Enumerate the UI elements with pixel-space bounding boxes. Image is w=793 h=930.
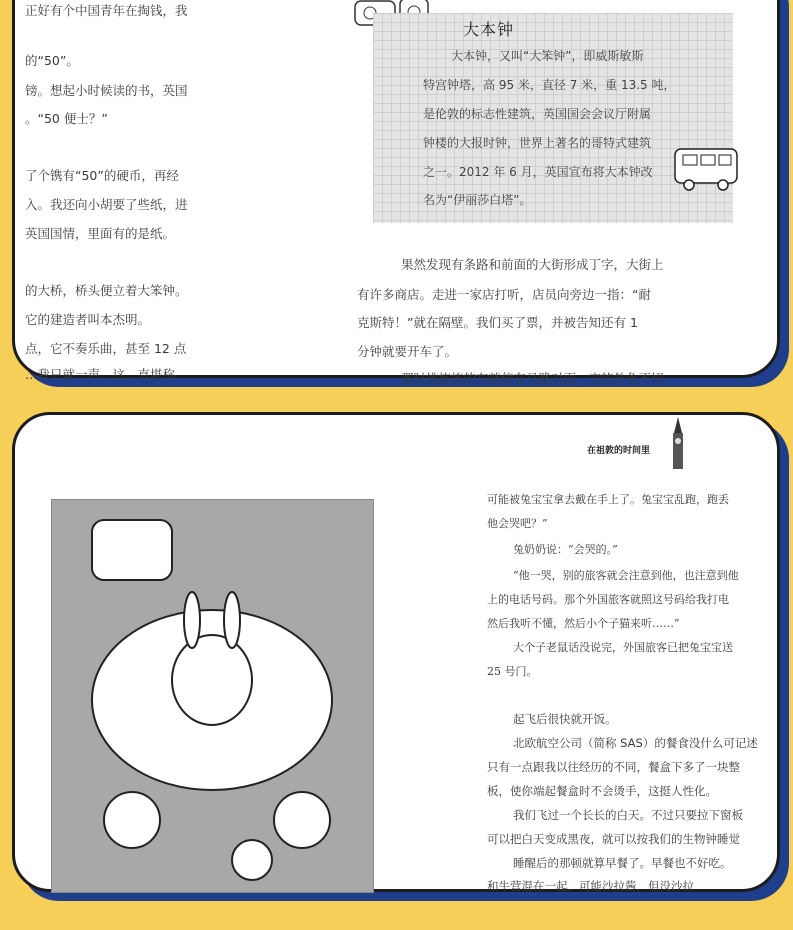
left-text-line: 了个镌有“50”的硬币，再经 [25,168,179,183]
left-text-line: 的大桥，桥头便立着大笨钟。 [25,283,188,298]
story-line: 板，使你端起餐盒时不会烫手，这挺人性化。 [487,784,717,798]
left-text-line: 入。我还向小胡要了些纸，进 [25,197,188,212]
note-line: 之一。2012 年 6 月，英国宣布将大本钟改 [423,165,653,179]
note-title: 大本钟 [463,20,515,39]
story-line: 然后我听不懂，然后小个子猫来听……” [487,617,680,630]
story-line: 兔奶奶说：“会哭的。” [513,543,618,556]
note-line: 名为“伊丽莎白塔”。 [423,193,532,207]
illustration-drawing [52,500,373,892]
story-line: 起飞后很快就开饭。 [513,712,617,726]
big-ben-note-box [373,13,733,223]
story-line: 上的电话号码。那个外国旅客就照这号码给我打电 [487,593,729,606]
left-text-line: 英国国情，里面有的是纸。 [25,226,176,241]
top-book-page [12,0,780,386]
right-text-line: 分钟就要开车了。 [357,344,458,359]
story-line: 睡醒后的那顿就算早餐了。早餐也不好吃。 [513,856,732,870]
left-text-line: 正好有个中国青年在掏钱，我 [25,3,188,18]
note-line: 钟楼的大报时钟，世界上著名的哥特式建筑 [423,136,652,150]
story-line: 可能被兔宝宝拿去戴在手上了。兔宝宝乱跑，跑丢 [487,493,729,506]
story-line: 可以把白天变成黑夜，就可以按我们的生物钟睡觉 [487,832,740,846]
page-header: 在祖敦的时间里 [587,446,651,456]
left-text-line: 。“50 便士？” [25,111,108,126]
clock-tower-icon [665,415,691,471]
story-line: 和牛营混在一起，可能沙拉酱，但没沙拉 [487,879,694,893]
story-line: 北欧航空公司（简称 SAS）的餐食没什么可记述 [513,736,758,750]
story-line: 他会哭吧？” [487,517,548,530]
note-line: 特宫钟塔，高 95 米，直径 7 米，重 13.5 吨， [423,78,676,92]
illustration-hands-rabbit [51,499,374,893]
left-text-line: …我只就一声，这…直堪称 [25,367,176,382]
story-line: 25 号门。 [487,665,538,678]
story-line: 大个子老鼠话没说完，外国旅客已把兔宝宝送 [513,641,733,654]
bus-sketch-icon [669,141,749,197]
left-text-line: 它的建造者叫本杰明。 [25,312,151,327]
note-line: 是伦敦的标志性建筑，英国国会会议厅附属 [423,107,652,121]
story-line: “他一哭，别的旅客就会注意到他，也注意到他 [513,569,739,582]
right-text-line: 克斯特！”就在隔壁。我们买了票，并被告知还有 1 [357,315,638,330]
left-text-line: 点，它不奏乐曲，甚至 12 点 [25,341,187,356]
left-text-line: 镑。想起小时候读的书，英国 [25,83,188,98]
story-line: 只有一点跟我以往经历的不同，餐盒下多了一块整 [487,760,740,774]
bottom-book-page [12,412,780,892]
right-text-line: 有许多商店。走进一家店打听，店员向旁边一指：“耐 [357,287,651,302]
note-line: 大本钟，又叫“大笨钟”，即威斯敏斯 [451,49,644,63]
left-text-line: 的“50”。 [25,53,79,68]
right-text-line: 果然发现有条路和前面的大街形成丁字，大街上 [401,257,664,272]
story-line: 我们飞过一个长长的白天。不过只要拉下窗板 [513,808,743,822]
right-text-line: 那时挑拣拣的车就停在马路对面，它的外色不切 [401,371,664,386]
